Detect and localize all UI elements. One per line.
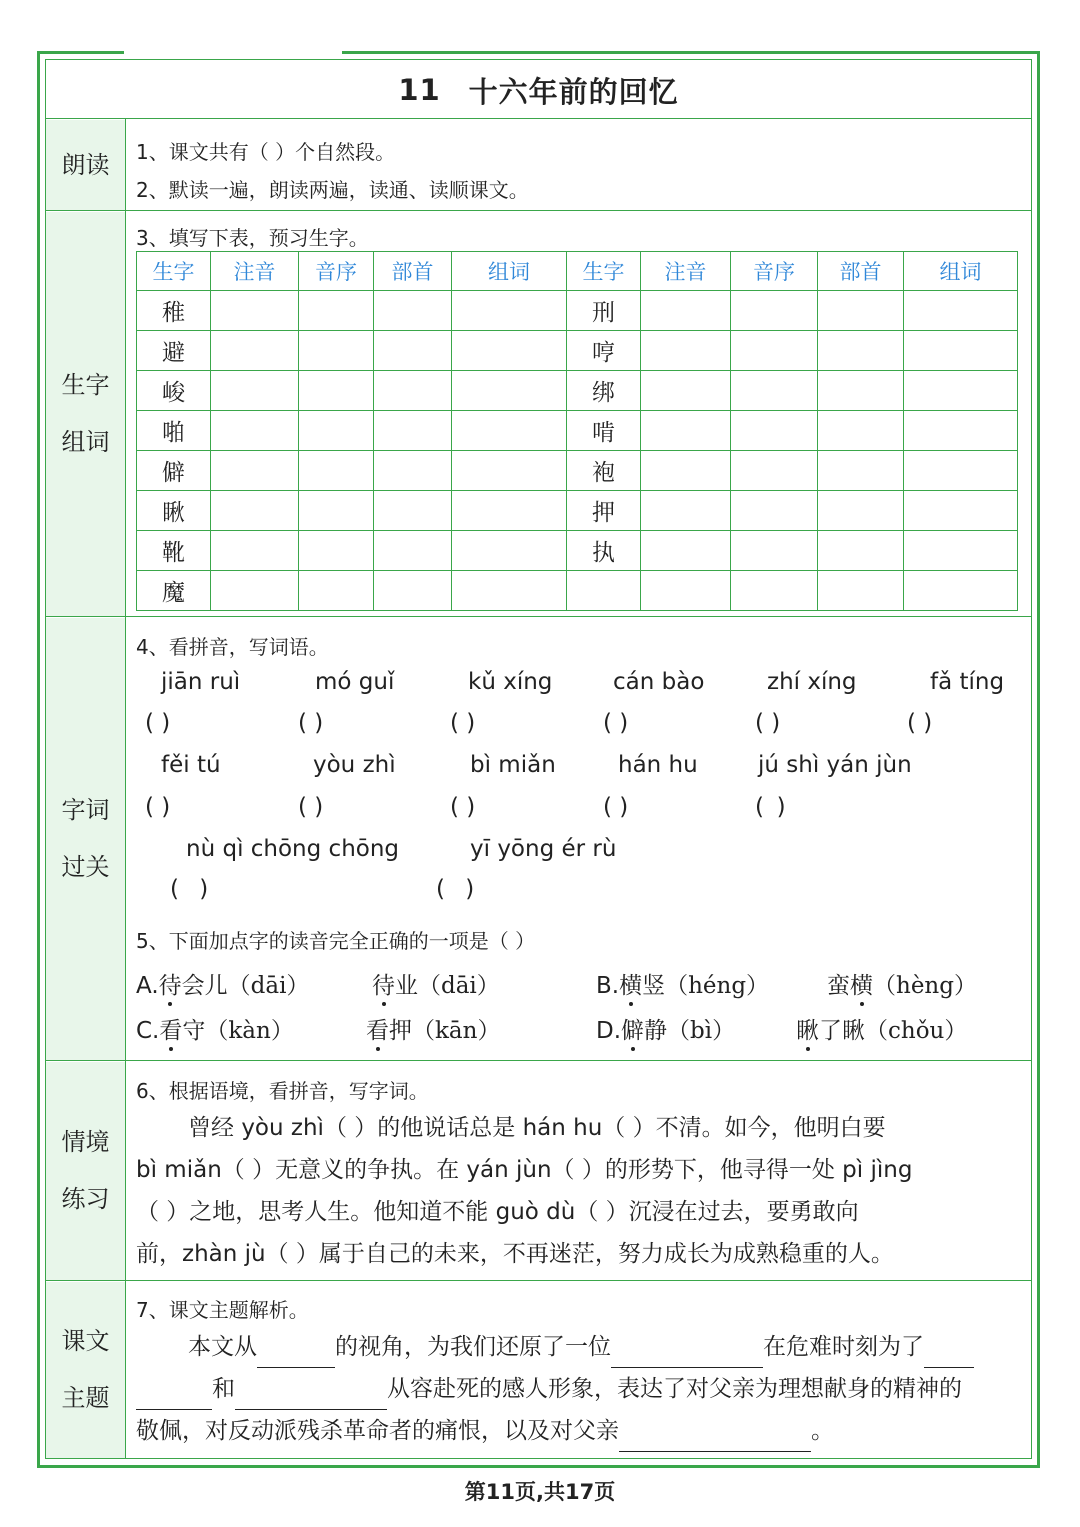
page-title <box>45 62 1032 118</box>
pinyin: nù qì chōng chōng <box>186 836 400 862</box>
answer-blank[interactable]: ( ) <box>450 710 476 736</box>
answer-cell[interactable] <box>211 331 299 371</box>
answer-cell[interactable] <box>211 491 299 531</box>
divider <box>45 118 1032 119</box>
option-text: 了瞅（chǒu） <box>819 1018 968 1044</box>
answer-cell[interactable] <box>641 371 731 411</box>
character-cell <box>567 571 641 611</box>
pinyin: kǔ xíng <box>468 669 553 695</box>
table-header-cell: 音序 <box>299 252 374 291</box>
section-label-read <box>46 120 125 210</box>
character-cell: 避 <box>137 331 211 371</box>
answer-cell[interactable] <box>211 371 299 411</box>
option-c[interactable] <box>136 1012 294 1045</box>
label-text: 主题 <box>61 1384 110 1412</box>
option-d-2 <box>796 1012 967 1045</box>
table-row <box>137 491 1018 531</box>
answer-cell[interactable] <box>818 371 904 411</box>
label-text: 字词 <box>61 796 110 824</box>
answer-cell[interactable] <box>211 571 299 611</box>
label-text: 组词 <box>61 428 110 456</box>
answer-cell[interactable] <box>904 491 1018 531</box>
label-column-divider <box>125 118 126 1458</box>
dotted-char: 横 <box>850 967 873 1000</box>
answer-cell[interactable] <box>641 411 731 451</box>
text-with-blank[interactable]: （ ）之地，思考人生。他知道不能 <box>136 1199 496 1225</box>
table-row <box>137 571 1018 611</box>
answer-cell[interactable] <box>452 331 567 371</box>
answer-cell[interactable] <box>374 571 452 611</box>
answer-cell[interactable] <box>641 291 731 331</box>
table-row <box>137 411 1018 451</box>
label-text: 课文 <box>61 1327 110 1355</box>
answer-cell[interactable] <box>641 451 731 491</box>
answer-cell[interactable] <box>818 491 904 531</box>
pinyin: zhí xíng <box>767 669 857 695</box>
text: 敬佩，对反动派残杀革命者的痛恨，以及对父亲 <box>136 1418 619 1444</box>
section-label-context <box>46 1062 125 1280</box>
pinyin: zhàn jù <box>182 1241 266 1267</box>
dotted-char: 看 <box>159 1012 182 1045</box>
section-label-theme <box>46 1282 125 1458</box>
answer-cell[interactable] <box>904 531 1018 571</box>
question-5: 5、下面加点字的读音完全正确的一项是（ ） <box>136 929 536 953</box>
table-header-cell: 组词 <box>452 252 567 291</box>
answer-cell[interactable] <box>374 531 452 571</box>
answer-cell[interactable] <box>731 331 818 371</box>
table-header-cell: 部首 <box>374 252 452 291</box>
option-text: 竖（héng） <box>642 973 770 999</box>
label-text: 过关 <box>61 853 110 881</box>
answer-blank[interactable]: ( ) <box>436 876 481 902</box>
character-cell: 袍 <box>567 451 641 491</box>
table-header-cell: 生字 <box>567 252 641 291</box>
pinyin: yán jùn <box>466 1157 552 1183</box>
answer-blank[interactable]: ( ) <box>907 710 933 736</box>
character-cell: 啪 <box>137 411 211 451</box>
option-text: 守（kàn） <box>182 1018 294 1044</box>
pinyin: bì miǎn <box>470 752 556 778</box>
answer-cell[interactable] <box>299 491 374 531</box>
answer-cell[interactable] <box>452 571 567 611</box>
character-cell: 押 <box>567 491 641 531</box>
fill-blank[interactable] <box>619 1425 811 1452</box>
answer-cell[interactable] <box>904 411 1018 451</box>
option-letter: D. <box>596 1018 622 1044</box>
option-a[interactable] <box>136 967 309 1000</box>
answer-cell[interactable] <box>452 411 567 451</box>
answer-cell[interactable] <box>299 371 374 411</box>
context-line <box>136 1191 1026 1233</box>
answer-cell[interactable] <box>299 531 374 571</box>
answer-cell[interactable] <box>211 291 299 331</box>
character-cell: 刑 <box>567 291 641 331</box>
dotted-char: 待 <box>372 967 395 1000</box>
answer-blank[interactable]: ( ) <box>170 876 215 902</box>
text: 。 <box>811 1418 834 1444</box>
answer-blank[interactable]: ( ) <box>755 794 789 820</box>
label-text: 生字 <box>61 371 110 399</box>
answer-cell[interactable] <box>299 451 374 491</box>
table-header-cell: 注音 <box>211 252 299 291</box>
option-text: 押（kān） <box>389 1018 501 1044</box>
context-line <box>136 1233 1026 1275</box>
option-b[interactable] <box>596 967 769 1000</box>
text: 的视角，为我们还原了一位 <box>335 1334 611 1360</box>
pinyin: fěi tú <box>161 752 221 778</box>
theme-line <box>136 1368 1026 1410</box>
answer-cell[interactable] <box>299 291 374 331</box>
answer-cell[interactable] <box>641 331 731 371</box>
section-label-chars <box>46 212 125 616</box>
character-cell: 峻 <box>137 371 211 411</box>
lesson-number: 11 <box>398 73 441 107</box>
answer-cell[interactable] <box>818 331 904 371</box>
option-letter: A. <box>136 973 159 999</box>
answer-cell[interactable] <box>641 531 731 571</box>
character-cell: 稚 <box>137 291 211 331</box>
divider <box>45 1280 1032 1281</box>
answer-cell[interactable] <box>731 451 818 491</box>
pinyin: mó guǐ <box>315 669 395 695</box>
answer-blank[interactable]: ( ) <box>145 794 171 820</box>
text: 在危难时刻为了 <box>763 1334 924 1360</box>
option-text: （hèng） <box>873 973 977 999</box>
answer-blank[interactable]: ( ) <box>298 794 324 820</box>
theme-line <box>136 1326 1026 1368</box>
option-letter: C. <box>136 1018 160 1044</box>
theme-line <box>136 1410 1026 1452</box>
option-b-2 <box>827 967 977 1000</box>
divider <box>45 1060 1032 1061</box>
option-text: 静（bì） <box>644 1018 736 1044</box>
text: 前， <box>136 1241 182 1267</box>
character-cell: 僻 <box>137 451 211 491</box>
answer-cell[interactable] <box>299 331 374 371</box>
dotted-char: 看 <box>366 1012 389 1045</box>
answer-cell[interactable] <box>374 331 452 371</box>
pinyin: yòu zhì <box>313 752 396 778</box>
answer-cell[interactable] <box>374 371 452 411</box>
answer-cell[interactable] <box>452 291 567 331</box>
pinyin: guò dù <box>495 1199 576 1225</box>
character-cell: 靴 <box>137 531 211 571</box>
pinyin: cán bào <box>613 669 705 695</box>
character-table <box>136 251 1018 611</box>
text-with-blank[interactable]: （ ）属于自己的未来，不再迷茫，努力成长为成熟稳重的人。 <box>265 1241 894 1267</box>
character-cell: 绑 <box>567 371 641 411</box>
pinyin: hán hu <box>618 752 698 778</box>
dotted-char: 僻 <box>621 1012 644 1045</box>
divider <box>45 210 1032 211</box>
table-row <box>137 291 1018 331</box>
character-cell: 执 <box>567 531 641 571</box>
character-cell: 瞅 <box>137 491 211 531</box>
answer-cell[interactable] <box>299 571 374 611</box>
answer-blank[interactable]: ( ) <box>603 710 629 736</box>
table-header-cell: 注音 <box>641 252 731 291</box>
lesson-title: 十六年前的回忆 <box>468 74 679 109</box>
option-a-2 <box>372 967 500 1000</box>
divider <box>45 616 1032 617</box>
context-line <box>136 1149 1026 1191</box>
answer-blank[interactable]: ( ) <box>298 710 324 736</box>
answer-cell[interactable] <box>904 571 1018 611</box>
answer-blank[interactable]: ( ) <box>603 794 629 820</box>
answer-cell[interactable] <box>299 411 374 451</box>
answer-cell[interactable] <box>818 451 904 491</box>
table-header-cell: 组词 <box>904 252 1018 291</box>
dotted-char: 横 <box>619 967 642 1000</box>
table-header-cell: 生字 <box>137 252 211 291</box>
question-3: 3、填写下表，预习生字。 <box>136 226 369 250</box>
character-cell: 啃 <box>567 411 641 451</box>
fill-blank[interactable] <box>257 1341 335 1368</box>
option-text: 蛮 <box>827 973 850 999</box>
question-4: 4、看拼音，写词语。 <box>136 635 329 659</box>
answer-cell[interactable] <box>818 291 904 331</box>
label-text: 朗读 <box>61 150 110 179</box>
option-text: 业（dāi） <box>395 973 500 999</box>
option-d[interactable] <box>596 1012 735 1045</box>
table-header <box>137 252 1018 291</box>
answer-blank[interactable]: ( ) <box>755 710 781 736</box>
page-footer: 第11页,共17页 <box>464 1480 616 1504</box>
answer-cell[interactable] <box>731 531 818 571</box>
pinyin: yī yōng ér rù <box>470 836 617 862</box>
answer-cell[interactable] <box>731 411 818 451</box>
label-text: 情境 <box>61 1128 110 1156</box>
answer-cell[interactable] <box>904 331 1018 371</box>
text-with-blank[interactable]: （ ）不清。如今，他明白要 <box>602 1115 886 1141</box>
answer-cell[interactable] <box>731 491 818 531</box>
text-with-blank[interactable]: （ ）的形势下，他寻得一处 <box>551 1157 843 1183</box>
answer-cell[interactable] <box>452 531 567 571</box>
answer-cell[interactable] <box>211 411 299 451</box>
text: 曾经 <box>188 1115 242 1141</box>
answer-cell[interactable] <box>211 451 299 491</box>
table-row <box>137 451 1018 491</box>
text-with-blank[interactable]: （ ）无意义的争执。在 <box>221 1157 467 1183</box>
character-cell: 魔 <box>137 571 211 611</box>
answer-blank[interactable]: ( ) <box>450 794 476 820</box>
dotted-char: 瞅 <box>796 1012 819 1045</box>
answer-cell[interactable] <box>818 571 904 611</box>
answer-cell[interactable] <box>818 531 904 571</box>
answer-cell[interactable] <box>904 371 1018 411</box>
section-label-words <box>46 618 125 1060</box>
answer-cell[interactable] <box>452 491 567 531</box>
pinyin: fǎ tíng <box>930 669 1005 695</box>
table-header-cell: 音序 <box>731 252 818 291</box>
answer-cell[interactable] <box>211 531 299 571</box>
table-row <box>137 531 1018 571</box>
answer-cell[interactable] <box>374 291 452 331</box>
text-with-blank[interactable]: （ ）的他说话总是 <box>323 1115 523 1141</box>
fill-blank[interactable] <box>136 1383 212 1410</box>
pinyin: jú shì yán jùn <box>758 752 912 778</box>
answer-cell[interactable] <box>374 411 452 451</box>
answer-cell[interactable] <box>731 571 818 611</box>
answer-cell[interactable] <box>452 371 567 411</box>
answer-cell[interactable] <box>641 571 731 611</box>
pinyin: bì miǎn <box>136 1157 222 1183</box>
pinyin: pì jìng <box>842 1157 913 1183</box>
dotted-char: 待 <box>159 967 182 1000</box>
pinyin: yòu zhì <box>241 1115 324 1141</box>
question-7: 7、课文主题解析。 <box>136 1298 309 1322</box>
answer-cell[interactable] <box>818 411 904 451</box>
context-line <box>136 1107 1026 1149</box>
option-c-2 <box>366 1012 500 1045</box>
text: 本文从 <box>188 1334 257 1360</box>
pinyin: jiān ruì <box>161 669 241 695</box>
answer-blank[interactable]: ( ) <box>145 710 171 736</box>
character-cell: 哼 <box>567 331 641 371</box>
answer-cell[interactable] <box>374 451 452 491</box>
answer-cell[interactable] <box>731 371 818 411</box>
question-6: 6、根据语境，看拼音，写字词。 <box>136 1079 429 1103</box>
answer-cell[interactable] <box>731 291 818 331</box>
text: 从容赴死的感人形象，表达了对父亲为理想献身的精神的 <box>387 1376 962 1402</box>
option-text: 会儿（dāi） <box>181 973 310 999</box>
fill-blank[interactable] <box>235 1383 387 1410</box>
fill-blank[interactable] <box>611 1341 763 1368</box>
label-text: 练习 <box>61 1185 110 1213</box>
text: 和 <box>212 1376 235 1402</box>
table-header-cell: 部首 <box>818 252 904 291</box>
question-2: 2、默读一遍，朗读两遍，读通、读顺课文。 <box>136 178 529 202</box>
answer-cell[interactable] <box>904 451 1018 491</box>
table-row <box>137 371 1018 411</box>
fill-blank[interactable] <box>924 1341 974 1368</box>
text-with-blank[interactable]: （ ）沉浸在过去，要勇敢向 <box>575 1199 859 1225</box>
answer-cell[interactable] <box>452 451 567 491</box>
answer-cell[interactable] <box>904 291 1018 331</box>
option-letter: B. <box>596 973 620 999</box>
question-1: 1、课文共有（ ）个自然段。 <box>136 140 396 164</box>
answer-cell[interactable] <box>641 491 731 531</box>
pinyin: hán hu <box>522 1115 603 1141</box>
table-row <box>137 331 1018 371</box>
answer-cell[interactable] <box>374 491 452 531</box>
